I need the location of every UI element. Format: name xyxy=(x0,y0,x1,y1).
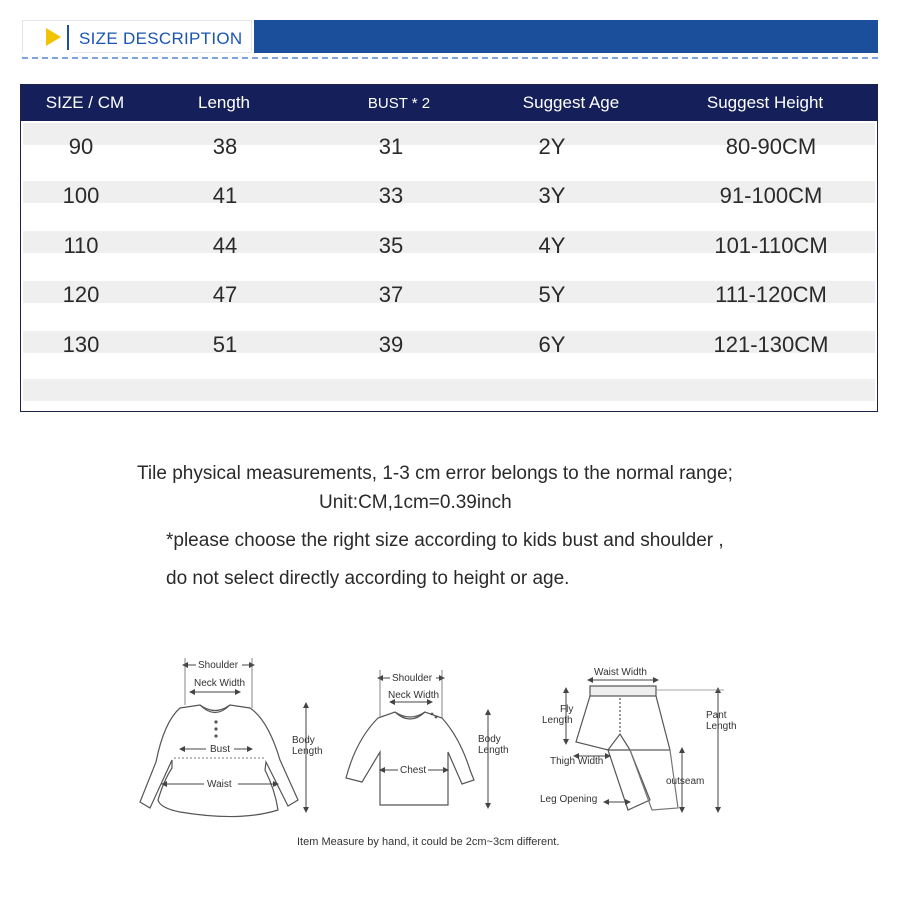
column-header-size: SIZE / CM xyxy=(45,93,125,112)
cell-age: 6Y xyxy=(538,332,566,357)
header-icon-box xyxy=(23,21,73,54)
cell-size: 90 xyxy=(68,134,94,159)
cell-size: 130 xyxy=(62,332,100,357)
dress-length-label: Length xyxy=(292,746,323,757)
shirt-figure xyxy=(346,712,474,805)
dress-shoulder-label: Shoulder xyxy=(198,660,239,671)
dashed-divider xyxy=(22,57,878,59)
pants-waist-width-label: Waist Width xyxy=(594,667,647,678)
play-arrow-icon xyxy=(46,28,61,46)
cell-size: 110 xyxy=(63,233,99,258)
cell-length: 41 xyxy=(212,183,238,208)
section-header xyxy=(22,20,878,53)
pants-fly-length-label: Length xyxy=(542,715,573,726)
cell-height: 121-130CM xyxy=(713,332,829,357)
header-bar xyxy=(254,20,878,53)
dress-bust-label: Bust xyxy=(210,744,231,755)
cell-bust: 31 xyxy=(378,134,404,159)
header-separator xyxy=(67,25,69,50)
cell-height: 80-90CM xyxy=(725,134,817,159)
column-header-length: Length xyxy=(198,93,250,112)
cell-bust: 35 xyxy=(378,233,404,258)
cell-length: 51 xyxy=(212,332,238,357)
measure-footnote: Item Measure by hand, it could be 2cm~3cm different. xyxy=(297,836,560,848)
cell-size: 100 xyxy=(62,183,100,208)
cell-height: 91-100CM xyxy=(719,183,823,208)
dress-figure xyxy=(140,705,298,817)
shirt-body-label: Body xyxy=(478,734,501,745)
shirt-length-label: Length xyxy=(478,745,509,756)
cell-length: 38 xyxy=(212,134,238,159)
header-title-box xyxy=(22,20,252,53)
row-stripe xyxy=(23,379,875,401)
pants-leg-opening-label: Leg Opening xyxy=(540,794,598,805)
cell-length: 44 xyxy=(212,233,238,258)
cell-bust: 37 xyxy=(378,282,404,307)
cell-age: 5Y xyxy=(538,282,566,307)
cell-length: 47 xyxy=(212,282,238,307)
cell-bust: 39 xyxy=(378,332,404,357)
pants-figure xyxy=(576,686,678,810)
note-do-not-select: do not select directly according to height or age. xyxy=(166,568,570,589)
pants-pant-label: Pant xyxy=(706,710,727,721)
table-header xyxy=(21,85,877,121)
note-unit: Unit:CM,1cm=0.39inch xyxy=(319,492,512,513)
pants-pant-length-label: Length xyxy=(706,721,737,732)
measurement-diagram xyxy=(130,650,770,860)
dress-waist-label: Waist xyxy=(207,779,232,790)
shirt-chest-label: Chest xyxy=(400,765,427,776)
cell-height: 111-120CM xyxy=(715,282,827,307)
pants-thigh-width-label: Thigh Width xyxy=(550,756,604,767)
shirt-shoulder-label: Shoulder xyxy=(392,673,433,684)
cell-age: 4Y xyxy=(538,233,566,258)
note-measurement-error: Tile physical measurements, 1-3 cm error belongs to the normal range; xyxy=(137,463,733,484)
column-header-height: Suggest Height xyxy=(706,93,824,112)
pants-fly-label: Fly xyxy=(560,704,574,715)
column-header-bust: BUST * 2 xyxy=(367,95,431,112)
section-title: SIZE DESCRIPTION xyxy=(79,29,243,48)
cell-age: 2Y xyxy=(538,134,566,159)
cell-age: 3Y xyxy=(538,183,566,208)
pants-outseam-label: outseam xyxy=(666,776,705,787)
dress-neck-width-label: Neck Width xyxy=(194,678,246,689)
column-header-age: Suggest Age xyxy=(522,93,620,112)
dress-body-label: Body xyxy=(292,735,315,746)
size-table xyxy=(20,84,878,412)
shirt-neck-width-label: Neck Width xyxy=(388,690,440,701)
cell-bust: 33 xyxy=(378,183,404,208)
note-choose-size: *please choose the right size according to kids bust and shoulder , xyxy=(166,530,724,551)
cell-size: 120 xyxy=(62,282,100,307)
cell-height: 101-110CM xyxy=(714,233,828,258)
